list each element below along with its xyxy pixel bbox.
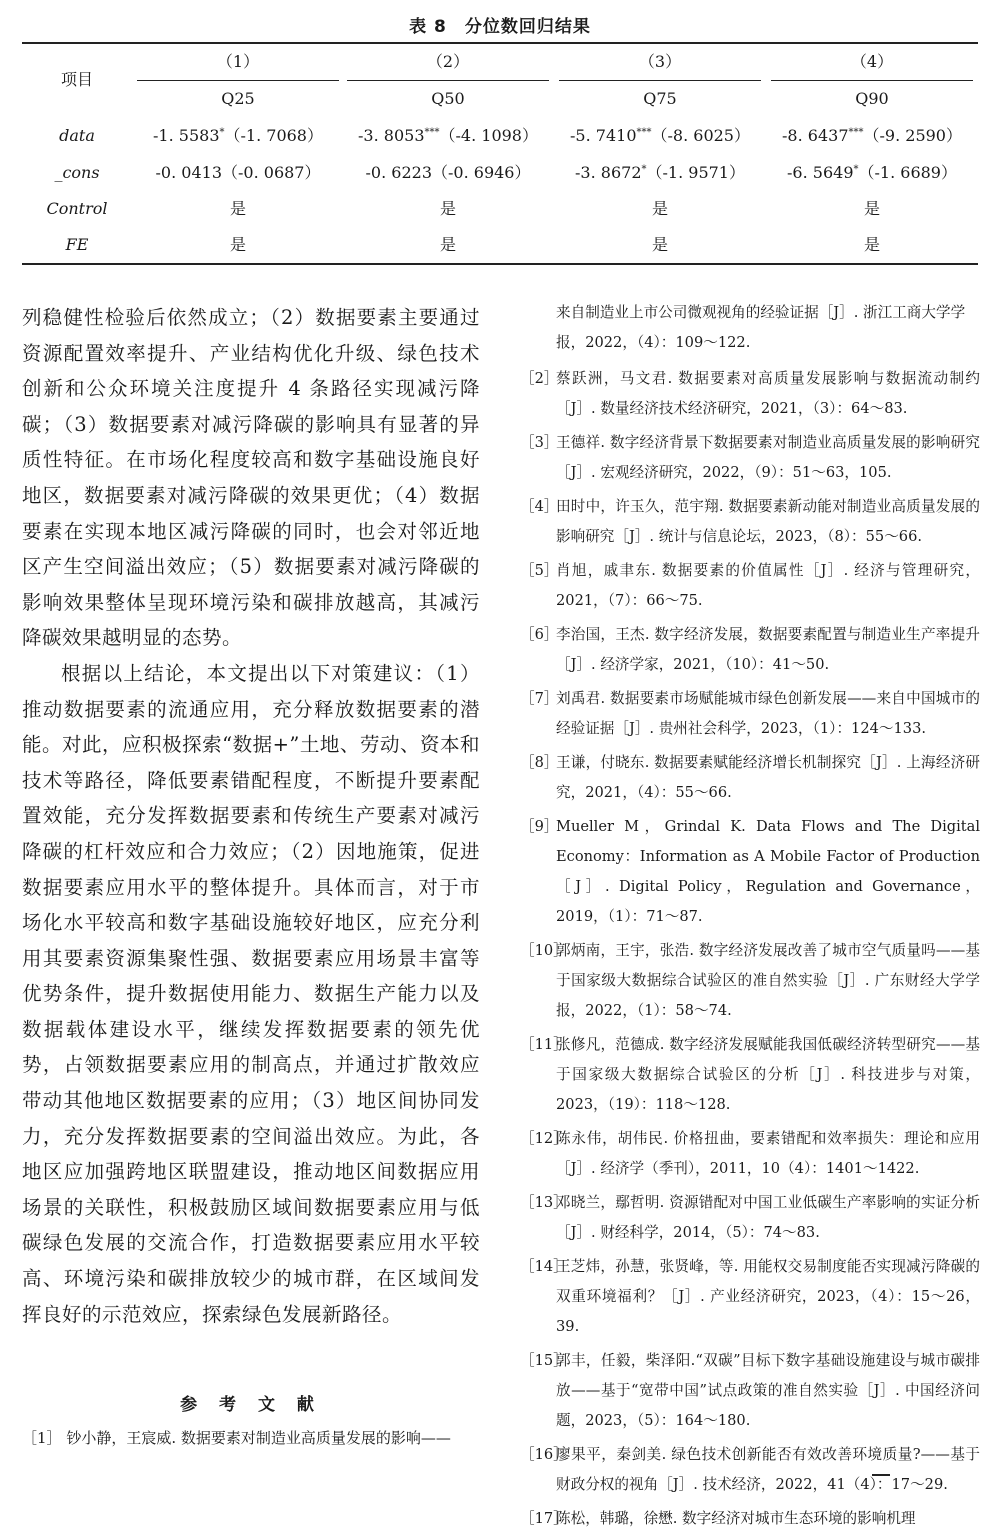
reference-number: ［17］ bbox=[520, 1510, 568, 1527]
coefficient: -5. 7410 bbox=[570, 126, 637, 145]
coefficient: 是 bbox=[229, 235, 246, 254]
significance-stars: * bbox=[641, 164, 647, 175]
reference-text: 陈永伟，胡伟民. 价格扭曲，要素错配和效率损失：理论和应用［J］. 经济学（季刊），2011，10（4）：1401～1422. bbox=[556, 1130, 980, 1177]
coefficient: 是 bbox=[863, 199, 880, 218]
reference-text: 王芝炜，孙慧，张贤峰，等. 用能权交易制度能否实现减污降碳的双重环境福利？［J］. 产业经济研究，2023，（4）：15～26，39. bbox=[556, 1258, 980, 1335]
coefficient: -8. 6437 bbox=[782, 126, 849, 145]
quantile-header: Q90 bbox=[855, 89, 889, 108]
column-group-rule bbox=[137, 80, 339, 81]
reference-number: ［8］ bbox=[520, 754, 559, 771]
reference-item bbox=[520, 684, 980, 744]
reference-text: 肖旭，戚聿东. 数据要素的价值属性［J］. 经济与管理研究，2021，（7）：66～75. bbox=[556, 562, 980, 609]
reference-item bbox=[520, 492, 980, 552]
reference-number: ［16］ bbox=[520, 1446, 568, 1463]
reference-item bbox=[520, 1124, 980, 1184]
reference-text: 陈松，韩璐，徐懋. 数字经济对城市生态环境的影响机理 bbox=[556, 1510, 916, 1527]
reference-item-1 bbox=[22, 1424, 480, 1452]
reference-item bbox=[520, 748, 980, 808]
table-cell bbox=[133, 126, 343, 146]
row-label: FE bbox=[65, 235, 89, 254]
table-top-rule bbox=[22, 42, 978, 44]
reference-number: ［11］ bbox=[520, 1036, 568, 1053]
reference-text: 张修凡，范德成. 数字经济发展赋能我国低碳经济转型研究——基于国家级大数据综合试验区的分析［J］. 科技进步与对策，2023，（19）：118～128. bbox=[556, 1036, 980, 1113]
coefficient: 是 bbox=[863, 235, 880, 254]
reference-text: 郭丰，任毅，柴泽阳.“双碳”目标下数字基础设施建设与城市碳排放——基于“宽带中国”试点政策的准自然实验［J］. 中国经济问题，2023，（5）：164～180. bbox=[556, 1352, 980, 1429]
reference-number: ［10］ bbox=[520, 942, 568, 959]
column-number-header: （1） bbox=[216, 52, 260, 71]
t-statistic: （-4. 1098） bbox=[439, 126, 538, 145]
reference-text: 蔡跃洲，马文君. 数据要素对高质量发展影响与数据流动制约［J］. 数量经济技术经济研究，2021，（3）：64～83. bbox=[556, 370, 980, 417]
reference-text: 钞小静，王宸威. 数据要素对制造业高质量发展的影响—— bbox=[66, 1429, 451, 1447]
reference-item bbox=[520, 936, 980, 1026]
coefficient: 是 bbox=[651, 199, 668, 218]
reference-text: 李治国，王杰. 数字经济发展，数据要素配置与制造业生产率提升［J］. 经济学家，2021，（10）：41～50. bbox=[556, 626, 980, 673]
coefficient: -0. 0413 bbox=[155, 163, 222, 182]
table-cell bbox=[133, 235, 343, 255]
table-cell bbox=[555, 199, 765, 219]
reference-item bbox=[520, 556, 980, 616]
reference-text: 邓晓兰，鄢哲明. 资源错配对中国工业低碳生产率影响的实证分析［J］. 财经科学，2014，（5）：74～83. bbox=[556, 1194, 980, 1241]
significance-stars: * bbox=[853, 164, 859, 175]
table-cell bbox=[767, 235, 977, 255]
reference-number: ［6］ bbox=[520, 626, 559, 643]
row-label: data bbox=[59, 126, 95, 145]
reference-1-continued: 来自制造业上市公司微观视角的经验证据［J］. 浙江工商大学学报，2022，（4）：109～122. bbox=[556, 304, 966, 351]
reference-text: 廖果平，秦剑美. 绿色技术创新能否有效改善环境质量?——基于财政分权的视角［J］. 技术经济，2022，41（4）：17～29. bbox=[556, 1446, 980, 1493]
row-label: _cons bbox=[54, 163, 100, 182]
t-statistic: （-9. 2590） bbox=[863, 126, 962, 145]
table-title: 表 8 分位数回归结果 bbox=[409, 17, 591, 37]
reference-item bbox=[520, 1030, 980, 1120]
reference-item bbox=[520, 1504, 980, 1534]
table-cell bbox=[767, 126, 977, 146]
column-group-rule bbox=[771, 80, 973, 81]
reference-number: ［9］ bbox=[520, 818, 559, 835]
references-column bbox=[520, 298, 980, 1538]
t-statistic: （-0. 0687） bbox=[222, 163, 321, 182]
reference-text: 郭炳南，王宇，张浩. 数字经济发展改善了城市空气质量吗——基于国家级大数据综合试验区的准自然实验［J］. 广东财经大学学报，2022，（1）：58～74. bbox=[556, 942, 980, 1019]
reference-item bbox=[520, 364, 980, 424]
coefficient: -3. 8053 bbox=[358, 126, 425, 145]
reference-number: ［4］ bbox=[520, 498, 559, 515]
reference-text: 田时中，许玉久，范宇翔. 数据要素新动能对制造业高质量发展的影响研究［J］. 统计与信息论坛，2023，（8）：55～66. bbox=[556, 498, 980, 545]
significance-stars: *** bbox=[424, 127, 440, 138]
table-cell bbox=[555, 163, 765, 183]
reference-number: ［3］ bbox=[520, 434, 559, 451]
table-cell bbox=[767, 199, 977, 219]
reference-text: 王德祥. 数字经济背景下数据要素对制造业高质量发展的影响研究［J］. 宏观经济研究，2022，（9）：51～63，105. bbox=[556, 434, 980, 481]
table-cell bbox=[343, 126, 553, 146]
t-statistic: （-1. 6689） bbox=[858, 163, 957, 182]
table-cell bbox=[767, 163, 977, 183]
reference-item bbox=[520, 1188, 980, 1248]
reference-text: 王谦，付晓东. 数据要素赋能经济增长机制探究［J］. 上海经济研究，2021，（4）：55～66. bbox=[556, 754, 980, 801]
significance-stars: *** bbox=[636, 127, 652, 138]
t-statistic: （-8. 6025） bbox=[651, 126, 750, 145]
reference-item bbox=[520, 428, 980, 488]
reference-number: ［12］ bbox=[520, 1130, 568, 1147]
significance-stars: * bbox=[219, 127, 225, 138]
coefficient: -3. 8672 bbox=[575, 163, 642, 182]
coefficient: 是 bbox=[439, 199, 456, 218]
column-number-header: （3） bbox=[638, 52, 682, 71]
reference-text: 刘禹君. 数据要素市场赋能城市绿色创新发展——来自中国城市的经验证据［J］. 贵州社会科学，2023，（1）：124～133. bbox=[556, 690, 980, 737]
reference-item bbox=[520, 620, 980, 680]
table-cell bbox=[133, 163, 343, 183]
table-cell bbox=[133, 199, 343, 219]
reference-item bbox=[520, 1346, 980, 1436]
column-group-rule bbox=[347, 80, 549, 81]
reference-item bbox=[520, 812, 980, 932]
coefficient: -1. 5583 bbox=[153, 126, 220, 145]
coefficient: 是 bbox=[439, 235, 456, 254]
coefficient: 是 bbox=[229, 199, 246, 218]
t-statistic: （-1. 9571） bbox=[646, 163, 745, 182]
reference-text: Mueller M，Grindal K. Data Flows and The Digital Economy：Information as A Mobile Factor of Production［J］. Digital Policy，Regulation and Governance，2019，（1）：71～87. bbox=[556, 818, 980, 925]
table-bottom-rule bbox=[22, 263, 978, 265]
table-cell bbox=[555, 235, 765, 255]
quantile-header: Q25 bbox=[221, 89, 255, 108]
coefficient: 是 bbox=[651, 235, 668, 254]
reference-number: ［14］ bbox=[520, 1258, 568, 1275]
reference-number: ［2］ bbox=[520, 370, 559, 387]
quantile-header: Q75 bbox=[643, 89, 677, 108]
column-group-rule bbox=[559, 80, 761, 81]
body-text-column bbox=[22, 300, 480, 1332]
page-footer-mark bbox=[872, 1474, 890, 1476]
column-number-header: （2） bbox=[426, 52, 470, 71]
table-cell bbox=[343, 163, 553, 183]
table-cell bbox=[555, 126, 765, 146]
reference-number: ［15］ bbox=[520, 1352, 568, 1369]
reference-number: ［7］ bbox=[520, 690, 559, 707]
coefficient: -6. 5649 bbox=[787, 163, 854, 182]
t-statistic: （-0. 6946） bbox=[432, 163, 531, 182]
recommendation-paragraph: 根据以上结论，本文提出以下对策建议：（1）推动数据要素的流通应用，充分释放数据要素的潜能。对此，应积极探索“数据+”土地、劳动、资本和技术等路径，降低要素错配程度，不断提升要素配置效能，充分发挥数据要素和传统生产要素对减污降碳的杠杆效应和合力效应；（2）因地施策，促进数据要素应用水平的整体提升。具体而言，对于市场化水平较高和数字基础设施较好地区，应充分利用其要素资源集聚性强、数据要素应用场景丰富等优势条件，提升数据使用能力、数据生产能力以及数据载体建设水平，继续发挥数据要素的领先优势，占领数据要素应用的制高点，并通过扩散效应带动其他地区数据要素的应用；（3）地区间协同发力，充分发挥数据要素的空间溢出效应。为此，各地区应加强跨地区联盟建设，推动地区间数据应用场景的关联性，积极鼓励区域间数据要素应用与低碳绿色发展的交流合作，打造数据要素应用水平较高、环境污染和碳排放较少的城市群，在区域间发挥良好的示范效应，探索绿色发展新路径。 bbox=[22, 661, 480, 1326]
reference-item bbox=[520, 1440, 980, 1500]
coefficient: -0. 6223 bbox=[365, 163, 432, 182]
row-label: Control bbox=[46, 199, 108, 218]
t-statistic: （-1. 7068） bbox=[224, 126, 323, 145]
column-number-header: （4） bbox=[850, 52, 894, 71]
table-cell bbox=[343, 235, 553, 255]
quantile-header: Q50 bbox=[431, 89, 465, 108]
reference-number: ［5］ bbox=[520, 562, 559, 579]
reference-item bbox=[520, 1252, 980, 1342]
table-cell bbox=[343, 199, 553, 219]
item-header: 项目 bbox=[60, 70, 93, 89]
reference-number: ［1］ bbox=[22, 1429, 62, 1447]
references-heading: 参 考 文 献 bbox=[180, 1395, 322, 1415]
conclusion-paragraph: 列稳健性检验后依然成立；（2）数据要素主要通过资源配置效率提升、产业结构优化升级、绿色技术创新和公众环境关注度提升 4 条路径实现减污降碳；（3）数据要素对减污降碳的影响具有显著的异质性特征。在市场化程度较高和数字基础设施良好地区，数据要素对减污降碳的效果更优；（4）数据要素在实现本地区减污降碳的同时，也会对邻近地区产生空间溢出效应；（5）数据要素对减污降碳的影响效果整体呈现环境污染和碳排放越高，其减污降碳效果越明显的态势。 bbox=[22, 306, 480, 650]
reference-number: ［13］ bbox=[520, 1194, 568, 1211]
significance-stars: *** bbox=[848, 127, 864, 138]
